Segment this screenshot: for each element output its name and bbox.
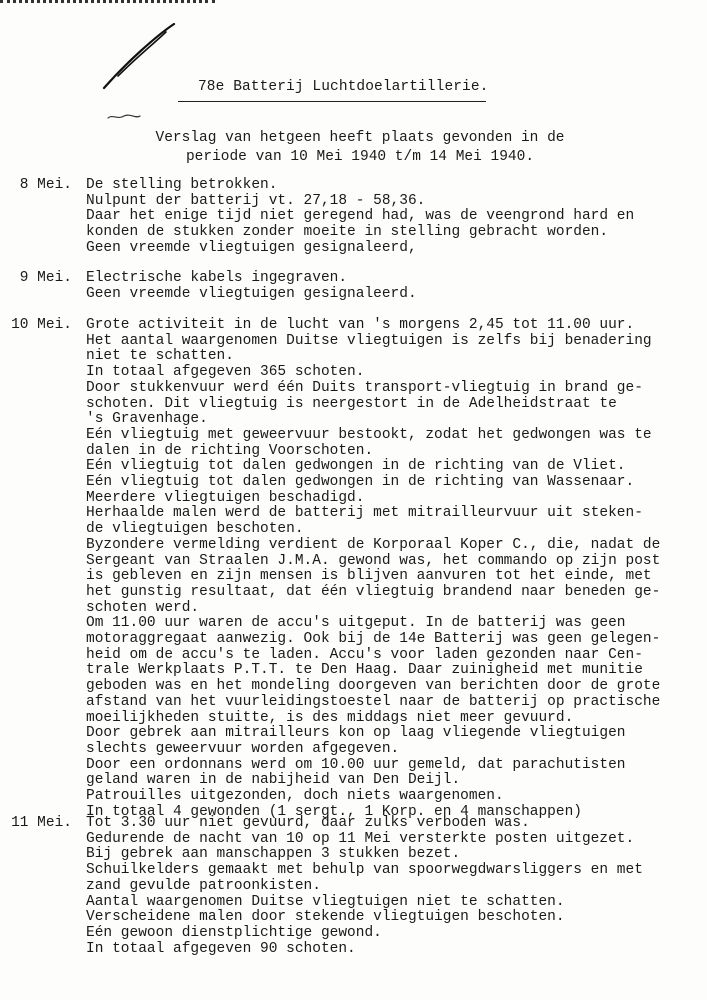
entry-line: Door een ordonnans werd om 10.00 uur gemeld, dat parachutisten [86, 756, 626, 773]
entry-line: Geen vreemde vliegtuigen gesignaleerd, [86, 239, 417, 256]
subtitle-line: Verslag van hetgeen heeft plaats gevonden in de [155, 130, 565, 146]
entry-date: 9 Mei. [19, 270, 72, 286]
entry-line: Door stukkenvuur werd één Duits transport-vliegtuig in brand ge- [86, 379, 643, 396]
entry-line: moeilijkheden stuitte, is des middags niet meer gevuurd. [86, 709, 574, 726]
entry-line: trale Werkplaats P.T.T. te Den Haag. Daar zuinigheid met munitie [86, 662, 643, 679]
entry-line: niet te schatten. [86, 348, 234, 365]
entry-line: Bij gebrek aan manschappen 3 stukken bezet. [86, 846, 461, 863]
entry-date: 10 Mei. [11, 317, 72, 333]
entry-line: slechts geweervuur worden afgegeven. [86, 740, 400, 757]
entry-body [86, 816, 686, 957]
entry-line: Aantal waargenomen Duitse vliegtuigen niet te schatten. [86, 893, 565, 910]
entry-line: heid om de accu's te laden. Accu's voor laden gezonden naar Cen- [86, 646, 643, 663]
report-subtitle [140, 129, 580, 167]
entry-line: geland waren in de nabijheid van Den Deijl. [86, 772, 461, 789]
entry-line: Eén gewoon dienstplichtige gewond. [86, 924, 382, 941]
entry-line: Geen vreemde vliegtuigen gesignaleerd. [86, 285, 417, 302]
entry-line: Het aantal waargenomen Duitse vliegtuigen is zelfs bij benadering [86, 332, 652, 349]
entry-line: In totaal 4 gewonden (1 sergt., 1 Korp. en 4 manschappen) [86, 803, 582, 820]
entry-line: Sergeant van Straalen J.M.A. gewond was, het commando op zijn post [86, 552, 661, 569]
entry-line: Eén vliegtuig tot dalen gedwongen in de richting van de Vliet. [86, 458, 626, 475]
entry-line: Eén vliegtuig tot dalen gedwongen in de richting van Wassenaar. [86, 474, 635, 491]
title-underline [178, 101, 486, 102]
entry-line: Nulpunt der batterij vt. 27,18 - 58,36. [86, 192, 426, 209]
entry-date: 8 Mei. [19, 177, 72, 193]
entry-line: Herhaalde malen werd de batterij met mitrailleurvuur uit steken- [86, 505, 643, 522]
entry-line: Schuilkelders gemaakt met behulp van spoorwegdwarsliggers en met [86, 862, 643, 879]
entry-line: Tot 3.30 uur niet gevuurd, daar zulks verboden was. [86, 815, 530, 831]
page-top-edge [0, 0, 215, 17]
entry-line: de vliegtuigen beschoten. [86, 521, 304, 538]
subtitle-line: periode van 10 Mei 1940 t/m 14 Mei 1940. [185, 149, 535, 165]
entry-line: Electrische kabels ingegraven. [86, 270, 348, 286]
entry-line: Patrouilles uitgezonden, doch niets waargenomen. [86, 788, 504, 805]
entry-line: Grote activiteit in de lucht van 's morgens 2,45 tot 11.00 uur. [86, 317, 635, 333]
entry-line: konden de stukken zonder moeite in stelling gebracht worden. [86, 224, 609, 241]
entry-line: dalen in de richting Voorschoten. [86, 442, 374, 459]
entry-line: Daar het enige tijd niet geregend had, was de veengrond hard en [86, 208, 635, 225]
entry-body [86, 178, 686, 257]
entry-line: schoten. Dit vliegtuig is neergestort in de Adelheidstraat te [86, 395, 617, 412]
entry-line: Gedurende de nacht van 10 op 11 Mei versterkte posten uitgezet. [86, 830, 635, 847]
entry-line: Eén vliegtuig met geweervuur bestookt, zodat het gedwongen was te [86, 426, 652, 443]
entry-line: het gunstig resultaat, dat één vliegtuig brandend naar beneden ge- [86, 583, 661, 600]
entry-line: zand gevulde patroonkisten. [86, 877, 321, 894]
entry-line: geboden was en het mondeling doorgeven van berichten door de grote [86, 678, 661, 695]
entry-line: Byzondere vermelding verdient de Korporaal Koper C., die, nadat de [86, 536, 661, 553]
pen-stroke-mark [96, 18, 176, 128]
entry-line: In totaal afgegeven 90 schoten. [86, 940, 356, 957]
entry-line: De stelling betrokken. [86, 177, 278, 193]
entry-body [86, 318, 686, 821]
entry-line: schoten werd. [86, 599, 200, 616]
entry-date: 11 Mei. [11, 815, 72, 831]
report-title: 78e Batterij Luchtdoelartillerie. [198, 79, 489, 95]
entry-line: 's Gravenhage. [86, 411, 208, 428]
entry-line: Meerdere vliegtuigen beschadigd. [86, 489, 365, 506]
entry-body [86, 271, 686, 302]
entry-line: is gebleven en zijn mensen is blijven aanvuren tot het einde, met [86, 568, 652, 585]
entry-line: motoraggregaat aanwezig. Ook bij de 14e Batterij was geen gelegen- [86, 631, 661, 648]
entry-line: afstand van het vuurleidingstoestel naar de batterij op practische [86, 693, 661, 710]
entry-line: In totaal afgegeven 365 schoten. [86, 364, 365, 381]
entry-line: Om 11.00 uur waren de accu's uitgeput. In de batterij was geen [86, 615, 626, 632]
entry-line: Door gebrek aan mitrailleurs kon op laag vliegende vliegtuigen [86, 725, 626, 742]
entry-line: Verscheidene malen door stekende vliegtuigen beschoten. [86, 909, 565, 926]
